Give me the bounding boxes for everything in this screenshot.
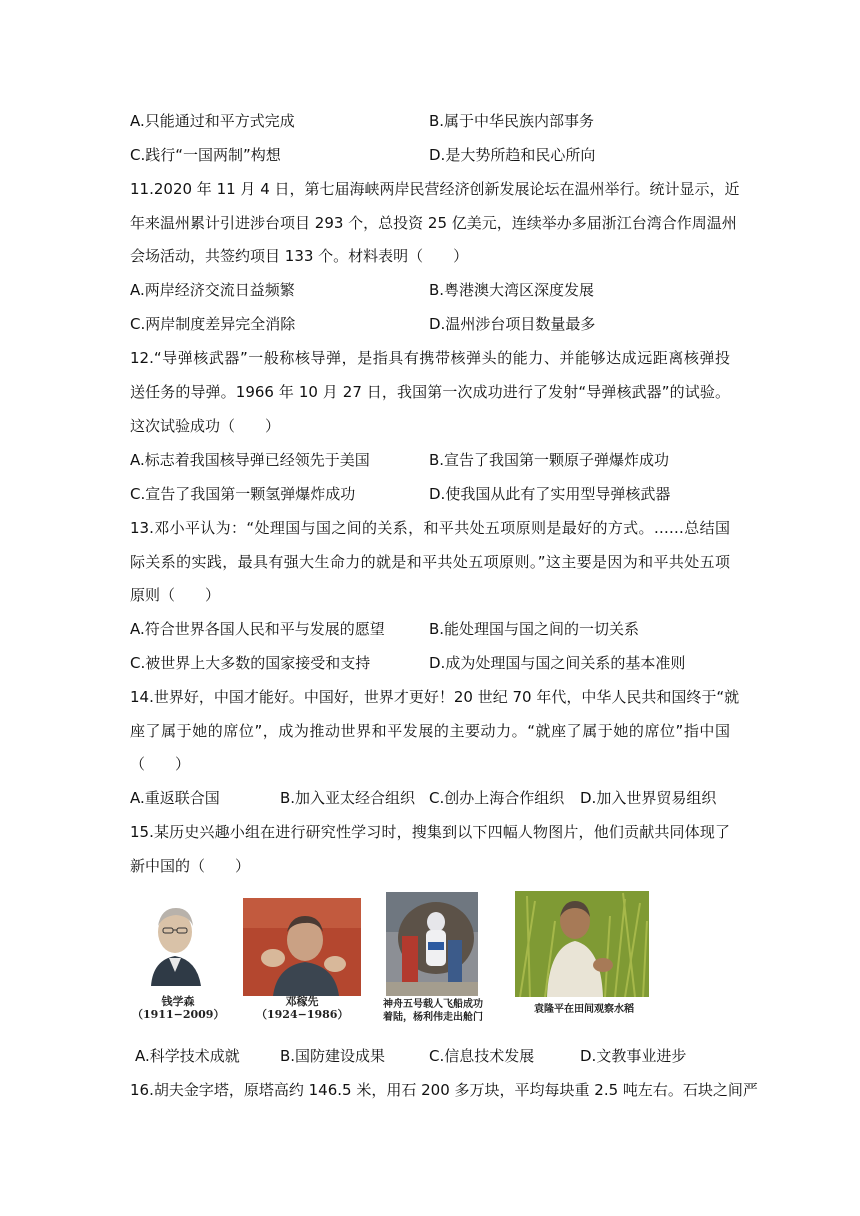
q14-options-row <box>130 788 740 808</box>
qian-xuesen-caption <box>132 995 224 1021</box>
q12-option-c[interactable]: C.宣告了我国第一颗氢弹爆炸成功 <box>130 485 356 503</box>
q15-photo-strip <box>130 888 670 1038</box>
q15-option-c[interactable]: C.信息技术发展 <box>429 1047 535 1065</box>
q13-stem-line: 原则（ ） <box>130 586 221 604</box>
caption-line: （1911−2009） <box>132 1008 225 1021</box>
q10-option-a[interactable]: A.只能通过和平方式完成 <box>130 112 295 130</box>
q10-options-row-2 <box>130 145 740 165</box>
q12-options-row-2 <box>130 484 740 504</box>
q15-option-d[interactable]: D.文教事业进步 <box>580 1047 687 1065</box>
q11-options-row-2 <box>130 314 740 334</box>
caption-line: 神舟五号载人飞船成功 <box>383 999 483 1010</box>
q12-option-a[interactable]: A.标志着我国核导弹已经领先于美国 <box>130 451 370 469</box>
q11-option-b[interactable]: B.粤港澳大湾区深度发展 <box>429 281 595 299</box>
q13-stem-line: 际关系的实践，最具有强大生命力的就是和平共处五项原则。”这主要是因为和平共处五项 <box>130 553 730 571</box>
q15-stem-line: 15.某历史兴趣小组在进行研究性学习时，搜集到以下四幅人物图片，他们贡献共同体现了 <box>130 823 730 841</box>
q11-option-d[interactable]: D.温州涉台项目数量最多 <box>429 315 596 333</box>
shenzhou-five-photo <box>386 892 478 996</box>
yuan-longping-photo <box>515 891 649 997</box>
q13-options-row-2 <box>130 653 740 673</box>
q10-option-d[interactable]: D.是大势所趋和民心所向 <box>429 146 596 164</box>
q12-option-b[interactable]: B.宣告了我国第一颗原子弹爆炸成功 <box>429 451 670 469</box>
q12-stem-line: 送任务的导弹。1966 年 10 月 27 日，我国第一次成功进行了发射“导弹核武器”的试验。 <box>130 383 730 401</box>
q12-stem-line: 12.“导弹核武器”一般称核导弹，是指具有携带核弹头的能力、并能够达成远距离核弹投 <box>130 349 730 367</box>
q12-stem-line: 这次试验成功（ ） <box>130 417 281 435</box>
q11-stem-line: 会场活动，共签约项目 133 个。材料表明（ ） <box>130 247 469 265</box>
caption-line: 钱学森 <box>161 995 195 1008</box>
q13-option-d[interactable]: D.成为处理国与国之间关系的基本准则 <box>429 654 686 672</box>
q15-option-b[interactable]: B.国防建设成果 <box>280 1047 386 1065</box>
q14-option-c[interactable]: C.创办上海合作组织 <box>429 789 565 807</box>
q10-options-row-1 <box>130 111 740 131</box>
q14-option-d[interactable]: D.加入世界贸易组织 <box>580 789 717 807</box>
deng-jiaxian-photo <box>243 898 361 996</box>
q13-option-c[interactable]: C.被世界上大多数的国家接受和支持 <box>130 654 371 672</box>
q15-option-a[interactable]: A.科学技术成就 <box>135 1047 240 1065</box>
q12-options-row-1 <box>130 450 740 470</box>
q11-option-c[interactable]: C.两岸制度差异完全消除 <box>130 315 296 333</box>
q10-option-c[interactable]: C.践行“一国两制”构想 <box>130 146 281 164</box>
q14-option-b[interactable]: B.加入亚太经合组织 <box>280 789 416 807</box>
q13-option-a[interactable]: A.符合世界各国人民和平与发展的愿望 <box>130 620 385 638</box>
yuan-longping-caption <box>522 1003 646 1016</box>
q16-stem-line: 16.胡夫金字塔，原塔高约 146.5 米，用石 200 多万块，平均每块重 2.5 吨左右。石块之间严 <box>130 1081 758 1099</box>
q13-options-row-1 <box>130 619 740 639</box>
caption-line: 邓稼先 <box>285 995 319 1008</box>
deng-jiaxian-caption <box>256 995 348 1021</box>
q10-option-b[interactable]: B.属于中华民族内部事务 <box>429 112 595 130</box>
q14-stem-line: （ ） <box>130 755 191 773</box>
qian-xuesen-photo <box>145 898 207 986</box>
q15-stem-line: 新中国的（ ） <box>130 857 251 875</box>
q13-stem-line: 13.邓小平认为：“处理国与国之间的关系，和平共处五项原则是最好的方式。……总结国 <box>130 519 730 537</box>
q14-stem-line: 座了属于她的席位”，成为推动世界和平发展的主要动力。“就座了属于她的席位”指中国 <box>130 722 730 740</box>
q11-stem-line: 年来温州累计引进涉台项目 293 个，总投资 25 亿美元，连续举办多届浙江台湾合作周温州 <box>130 214 737 232</box>
q11-option-a[interactable]: A.两岸经济交流日益频繁 <box>130 281 295 299</box>
q15-options-row <box>130 1046 740 1066</box>
q11-options-row-1 <box>130 280 740 300</box>
q12-option-d[interactable]: D.使我国从此有了实用型导弹核武器 <box>429 485 671 503</box>
caption-line: （1924−1986） <box>256 1008 349 1021</box>
q11-stem-line: 11.2020 年 11 月 4 日，第七届海峡两岸民营经济创新发展论坛在温州举行。统计显示，近 <box>130 180 740 198</box>
q14-option-a[interactable]: A.重返联合国 <box>130 789 220 807</box>
shenzhou-five-caption <box>376 998 490 1024</box>
caption-line: 着陆，杨利伟走出舱门 <box>383 1012 483 1023</box>
q13-option-b[interactable]: B.能处理国与国之间的一切关系 <box>429 620 640 638</box>
q14-stem-line: 14.世界好，中国才能好。中国好，世界才更好！20 世纪 70 年代，中华人民共和国终于“就 <box>130 688 740 706</box>
caption-line: 袁隆平在田间观察水稻 <box>534 1004 634 1015</box>
